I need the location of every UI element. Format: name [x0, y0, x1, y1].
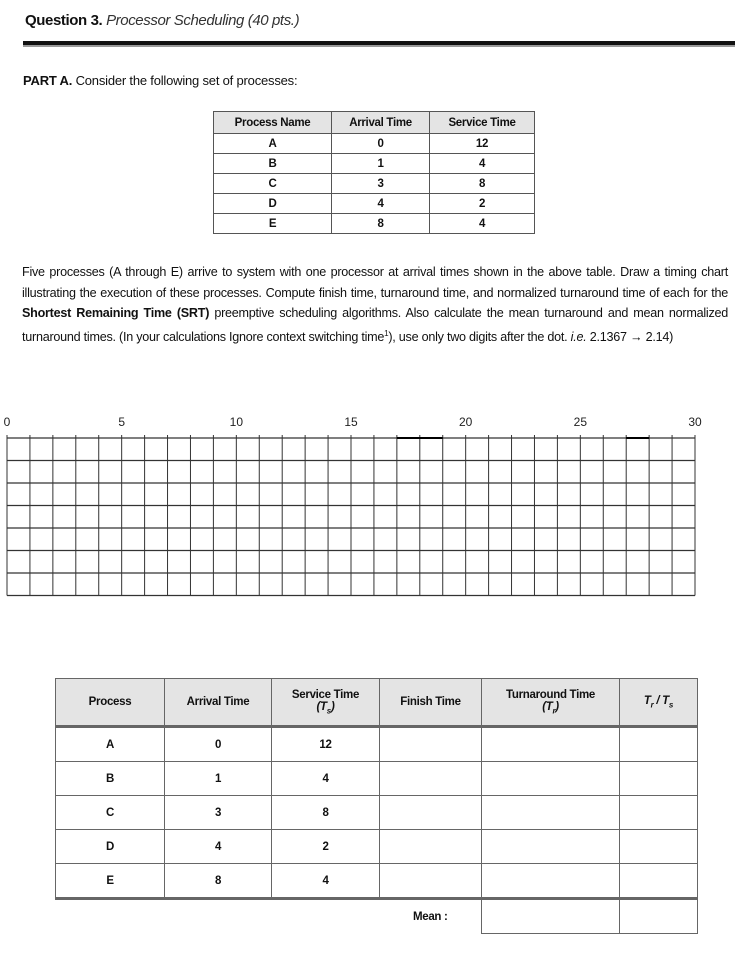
results-table: [55, 678, 698, 934]
service-cell: 8: [272, 796, 380, 830]
axis-tick-label: 15: [344, 415, 358, 429]
table-row: [56, 762, 698, 796]
table-cell: 4: [430, 154, 535, 174]
service-cell: 12: [272, 727, 380, 762]
symbol: (T: [542, 700, 553, 713]
table-cell: 0: [332, 134, 430, 154]
turnaround-input-cell[interactable]: [482, 830, 620, 864]
turnaround-input-cell[interactable]: [482, 727, 620, 762]
text: i.e.: [570, 329, 587, 344]
question-subtitle: Processor Scheduling (40 pts.): [106, 12, 300, 29]
axis-tick-label: 25: [573, 415, 588, 429]
subscript: r: [650, 700, 654, 710]
mean-label: Mean :: [412, 910, 448, 923]
text: preemptive scheduling algorithms. Also calculate the mean turnaround and mean normalized turnaround times. (In your calculations Ignore context switching time: [22, 306, 729, 344]
subscript: s: [326, 706, 331, 716]
finish-input-cell[interactable]: [380, 762, 482, 796]
table-cell: 8: [430, 174, 535, 194]
symbol: T: [662, 694, 669, 707]
header-arrival-time: Arrival Time: [332, 112, 430, 134]
turnaround-input-cell[interactable]: [482, 762, 620, 796]
table-row: [56, 727, 698, 762]
header-service-time: Service Time: [430, 112, 535, 134]
label: Turnaround Time: [506, 688, 595, 701]
table-cell: 8: [332, 214, 430, 234]
text: 2.1367 → 2.14): [586, 329, 674, 344]
spacer: [165, 899, 272, 934]
table-cell: E: [214, 214, 332, 234]
mean-turnaround-input[interactable]: [482, 899, 620, 934]
timing-chart-grid[interactable]: [0, 405, 750, 605]
table-cell: 1: [332, 154, 430, 174]
header-finish: Finish Time: [380, 679, 482, 727]
axis-tick-label: 20: [458, 415, 473, 429]
process-cell: D: [56, 830, 165, 864]
table-row: [214, 174, 535, 194]
axis-tick-label: 5: [118, 415, 126, 429]
text: Five processes (A through E) arrive to system with one processor at arrival times shown in the above table. Draw a timing chart illustrating the execution of these processes. Compute finish time, turnaround time, and normalized turnaround time of each for the: [22, 265, 728, 300]
ratio-input-cell[interactable]: [620, 762, 698, 796]
header-turnaround: Turnaround Time $(T_r)$: [482, 679, 620, 727]
mean-normalized-turnaround-input[interactable]: [620, 899, 698, 934]
turnaround-input-cell[interactable]: [482, 796, 620, 830]
process-cell: E: [56, 864, 165, 899]
table-row: [214, 194, 535, 214]
table-row: [56, 830, 698, 864]
question-title: [25, 12, 299, 29]
arrival-cell: 1: [165, 762, 272, 796]
symbol: (T: [316, 700, 327, 713]
spacer: [272, 899, 380, 934]
part-a-text: Consider the following set of processes:: [75, 73, 298, 88]
header-normalized-turnaround: [620, 679, 698, 727]
turnaround-input-cell[interactable]: [482, 864, 620, 899]
table-cell: C: [214, 174, 332, 194]
srt-emphasis: Shortest Remaining Time (SRT): [22, 306, 210, 321]
service-cell: 4: [272, 864, 380, 899]
axis-tick-label: 30: [688, 415, 702, 429]
part-a-heading: [23, 73, 297, 88]
table-row: [214, 134, 535, 154]
label: Service Time: [291, 688, 360, 701]
instructions-paragraph: [22, 262, 728, 348]
arrival-cell: 8: [165, 864, 272, 899]
title-divider: [23, 41, 735, 47]
ratio-input-cell[interactable]: [620, 830, 698, 864]
header-service: Service Time $(T_s)$: [272, 679, 380, 727]
table-cell: 12: [430, 134, 535, 154]
process-cell: B: [56, 762, 165, 796]
question-number: Question 3.: [25, 12, 103, 29]
table-row: [56, 796, 698, 830]
subscript: s: [668, 700, 674, 710]
table-cell: B: [214, 154, 332, 174]
table-cell: 2: [430, 194, 535, 214]
table-cell: 3: [332, 174, 430, 194]
header-arrival: Arrival Time: [165, 679, 272, 727]
axis-tick-label: 0: [3, 415, 11, 429]
spacer: [56, 899, 165, 934]
part-a-label: PART A.: [23, 73, 73, 88]
header-process-name: Process Name: [214, 112, 332, 134]
finish-input-cell[interactable]: [380, 830, 482, 864]
ratio-input-cell[interactable]: [620, 864, 698, 899]
arrival-cell: 3: [165, 796, 272, 830]
table-row: [214, 154, 535, 174]
process-cell: A: [56, 727, 165, 762]
table-cell: A: [214, 134, 332, 154]
text: ), use only two digits after the dot.: [388, 329, 571, 344]
table-cell: 4: [332, 194, 430, 214]
finish-input-cell[interactable]: [380, 727, 482, 762]
arrival-cell: 0: [165, 727, 272, 762]
separator: /: [653, 694, 663, 707]
table-cell: 4: [430, 214, 535, 234]
subscript: r: [552, 706, 556, 716]
service-cell: 4: [272, 762, 380, 796]
symbol: T: [643, 694, 651, 707]
footnote-marker: 1: [384, 328, 389, 338]
process-cell: C: [56, 796, 165, 830]
service-cell: 2: [272, 830, 380, 864]
header-process: Process: [56, 679, 165, 727]
ratio-input-cell[interactable]: [620, 796, 698, 830]
ratio-input-cell[interactable]: [620, 727, 698, 762]
finish-input-cell[interactable]: [380, 864, 482, 899]
axis-tick-label: 10: [229, 415, 244, 429]
table-cell: D: [214, 194, 332, 214]
arrival-cell: 4: [165, 830, 272, 864]
mean-row: [56, 899, 698, 934]
process-table: [213, 111, 535, 234]
table-row: [56, 864, 698, 899]
finish-input-cell[interactable]: [380, 796, 482, 830]
table-row: [214, 214, 535, 234]
